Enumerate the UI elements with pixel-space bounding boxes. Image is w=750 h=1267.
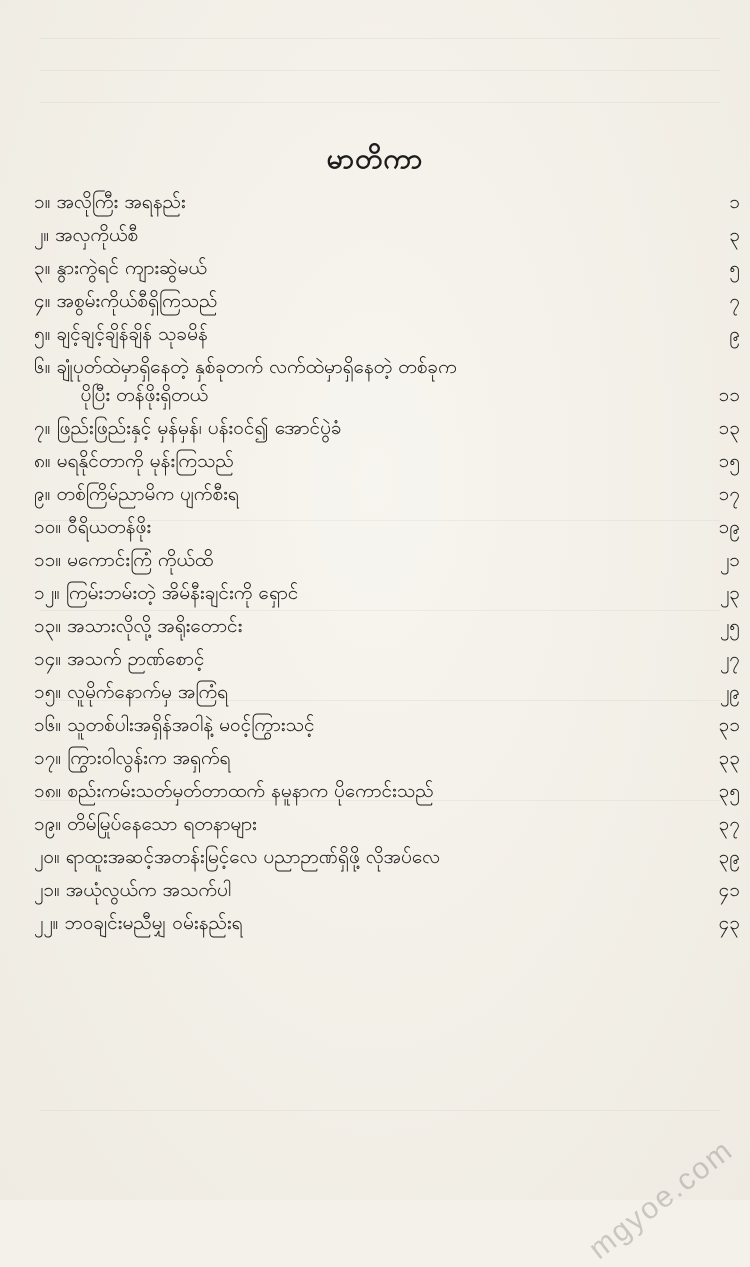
toc-entry-number: ၃။ [34, 257, 51, 279]
toc-entry-left [34, 843, 440, 871]
toc-entry [34, 546, 740, 574]
toc-entry-number: ၁၉။ [34, 813, 62, 835]
toc-entry-page-number: ၁၃ [718, 417, 740, 439]
toc-entry-title-line: ကြွားဝါလွန်းက အရှက်ရ [67, 747, 231, 769]
toc-entry-title-line: လူမိုက်နောက်မှ အကြံရ [67, 681, 228, 703]
toc-entry-title [61, 546, 213, 574]
toc-entry-page-number: ၃၁ [718, 714, 740, 736]
toc-entry-left [34, 579, 298, 607]
toc-entry-left [34, 320, 208, 348]
toc-entry-title-line: နွားကွဲရင် ကျားဆွဲမယ် [56, 257, 207, 279]
toc-entry-number: ၁၂။ [34, 582, 60, 604]
toc-entry-title-line: အလိုကြီး အရနည်း [56, 191, 186, 213]
toc-entry-page-number: ၉ [729, 323, 740, 345]
toc-entry-left [34, 645, 204, 673]
toc-entry-number: ၇။ [34, 417, 51, 439]
toc-entry-number: ၂။ [34, 224, 50, 246]
toc-entry-number: ၁၃။ [34, 615, 62, 637]
toc-entry-title-line: မရနိုင်တာကို မုန်းကြသည် [56, 450, 234, 472]
toc-entry-title-line: စည်းကမ်းသတ်မှတ်တာထက် နမူနာက ပိုကောင်းသည် [67, 780, 434, 802]
toc-entry [34, 320, 740, 348]
toc-entry-page-number: ၄၃ [718, 912, 740, 934]
toc-entry-number: ၆။ [34, 356, 51, 378]
toc-entry-title-line: ပိုပြီး တန်ဖိုးရှိတယ် [80, 384, 209, 406]
toc-entry [34, 909, 740, 937]
toc-entry-page-number: ၂၃ [719, 582, 740, 604]
toc-entry-title [61, 513, 151, 541]
toc-entry-left [34, 480, 239, 508]
toc-entry-left [34, 353, 457, 409]
toc-entry-left [34, 254, 207, 282]
toc-entry [34, 678, 740, 706]
toc-entry-title-line: ဖြည်းဖြည်းနှင့် မှန်မှန်၊ ပန်းဝင်၍ အောင်ပွဲခံ [56, 417, 342, 439]
toc-entry-page-number: ၂၅ [719, 615, 740, 637]
toc-entry [34, 744, 740, 772]
toc-entry [34, 612, 740, 640]
toc-entry-title [61, 810, 257, 838]
toc-entry-title [60, 876, 231, 904]
toc-entry-page-number: ၇ [729, 290, 740, 312]
toc-entry-title-line: အလှကိုယ်စီ [55, 224, 139, 246]
toc-entry-title [60, 579, 299, 607]
toc-entry-title [50, 287, 217, 315]
toc-entry-page-number: ၄၁ [718, 879, 740, 901]
toc-entry-number: ၂၀။ [34, 846, 60, 868]
toc-entry-title [61, 612, 242, 640]
toc-entry-left [34, 188, 186, 216]
toc-entry-left [34, 810, 257, 838]
toc-entry [34, 188, 740, 216]
toc-entry-title [61, 645, 204, 673]
toc-entry-number: ၁၀။ [34, 516, 62, 538]
toc-entry-title-line: တိမ်မြုပ်နေသော ရတနာများ [67, 813, 257, 835]
toc-entry-left [34, 612, 242, 640]
toc-entry [34, 711, 740, 739]
toc-entry [34, 876, 740, 904]
toc-entry [34, 480, 740, 508]
toc-entry-title [49, 221, 138, 249]
table-of-contents [34, 188, 740, 942]
toc-entry-title-line: သူတစ်ပါးအရှိန်အဝါနဲ့ မဝင့်ကြွားသင့် [67, 714, 315, 736]
toc-entry-number: ၂၁။ [34, 879, 60, 901]
toc-entry-page-number: ၃၅ [718, 780, 740, 802]
toc-entry-title-line: ဝီရိယတန်ဖိုး [67, 516, 152, 538]
toc-entry-page-number: ၃၃ [718, 747, 740, 769]
toc-entry-number: ၁၈။ [34, 780, 62, 802]
toc-entry-left [34, 414, 342, 442]
toc-entry-title [61, 777, 433, 805]
toc-entry-page-number: ၂၁ [719, 549, 740, 571]
toc-entry-page-number: ၅ [729, 257, 740, 279]
toc-entry-title-line: မကောင်းကြံ ကိုယ်ထိ [67, 549, 214, 571]
toc-entry [34, 287, 740, 315]
toc-entry-title [50, 414, 341, 442]
toc-entry-page-number: ၁၅ [718, 450, 740, 472]
toc-entry-page-number: ၁၇ [718, 483, 740, 505]
toc-entry-left [34, 287, 217, 315]
page-title: မာတိကာ [326, 142, 424, 175]
toc-entry-page-number: ၃ [729, 224, 740, 246]
toc-entry-left [34, 447, 234, 475]
toc-entry [34, 579, 740, 607]
toc-entry [34, 353, 740, 409]
toc-entry-title [50, 188, 185, 216]
toc-entry-title-line: ဘဝချင်းမညီမျှ ဝမ်းနည်းရ [64, 912, 243, 934]
toc-entry-page-number: ၂၇ [719, 648, 740, 670]
toc-entry-number: ၁၅။ [34, 681, 62, 703]
toc-entry-title-line: အသက် ဉာဏ်စောင့် [67, 648, 205, 670]
toc-entry-page-number: ၁၉ [718, 516, 740, 538]
toc-entry-left [34, 777, 434, 805]
toc-entry [34, 447, 740, 475]
toc-entry [34, 221, 740, 249]
toc-entry-title [61, 744, 230, 772]
watermark: mgyoe.com [582, 1133, 740, 1266]
toc-entry-left [34, 909, 243, 937]
toc-entry [34, 777, 740, 805]
toc-entry-number: ၂၂။ [34, 912, 59, 934]
toc-entry-page-number: ၃၉ [718, 846, 740, 868]
toc-entry-number: ၉။ [34, 483, 51, 505]
toc-entry-number: ၁၄။ [34, 648, 62, 670]
toc-entry-title [58, 909, 242, 937]
toc-entry-title [60, 843, 440, 871]
toc-entry [34, 843, 740, 871]
toc-entry-title-line: ချုံပုတ်ထဲမှာရှိနေတဲ့ နှစ်ခုတက် လက်ထဲမှာရှိနေတဲ့ တစ်ခုက [56, 356, 457, 378]
toc-entry-left [34, 221, 138, 249]
toc-entry-number: ၁၇။ [34, 747, 62, 769]
toc-entry-title [50, 480, 238, 508]
toc-entry-number: ၅။ [34, 323, 51, 345]
toc-entry [34, 254, 740, 282]
toc-entry-number: ၄။ [34, 290, 51, 312]
toc-entry-number: ၁၁။ [34, 549, 62, 571]
toc-entry [34, 810, 740, 838]
toc-entry-title [61, 711, 314, 739]
toc-entry-title [50, 254, 206, 282]
toc-entry-page-number: ၃၇ [718, 813, 740, 835]
toc-entry-left [34, 711, 314, 739]
toc-entry-page-number: ၂၉ [719, 681, 740, 703]
toc-entry-left [34, 546, 213, 574]
toc-entry [34, 513, 740, 541]
toc-entry-title-line: အယုံလွယ်က အသက်ပါ [65, 879, 232, 901]
toc-entry-number: ၁၆။ [34, 714, 62, 736]
toc-entry-title-line: တစ်ကြိမ်ညာမိက ပျက်စီးရ [56, 483, 239, 505]
toc-entry-page-number: ၁ [729, 191, 740, 213]
toc-entry-left [34, 876, 231, 904]
toc-entry-page-number: ၁၁ [718, 384, 740, 406]
toc-entry-title-line: ချင့်ချင့်ချိန်ချိန် သုခမိန် [56, 323, 208, 345]
toc-entry-title [50, 353, 456, 409]
toc-entry-left [34, 744, 230, 772]
toc-entry-title [50, 320, 207, 348]
toc-entry-number: ၈။ [34, 450, 51, 472]
toc-entry-title-line: ရာထူးအဆင့်အတန်းမြင့်လေ ပညာဉာဏ်ရှိဖို့ လိုအပ်လေ [65, 846, 440, 868]
toc-entry-title-line: အစွမ်းကိုယ်စီရှိကြသည် [56, 290, 218, 312]
toc-entry-title [51, 447, 234, 475]
toc-entry-left [34, 678, 228, 706]
toc-entry-left [34, 513, 151, 541]
toc-entry-number: ၁။ [34, 191, 51, 213]
toc-entry [34, 645, 740, 673]
toc-entry [34, 414, 740, 442]
toc-entry-title-line: ကြမ်းဘမ်းတဲ့ အိမ်နီးချင်းကို ရှောင် [65, 582, 299, 604]
toc-entry-title [61, 678, 228, 706]
toc-entry-title-line: အသားလိုလို့ အရိုးတောင်း [67, 615, 243, 637]
